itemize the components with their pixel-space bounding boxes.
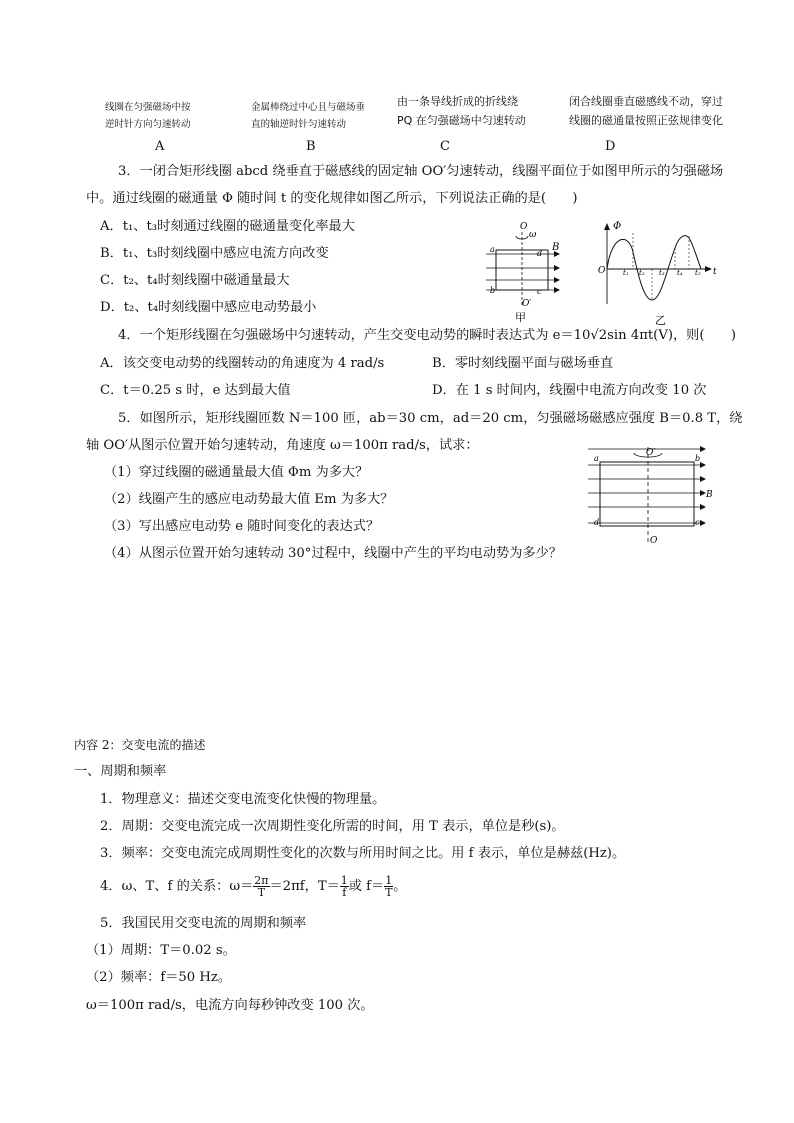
arrow-icon	[554, 287, 560, 293]
q3-option-d: D．t₂、t₄时刻线圈中感应电动势最小	[100, 300, 317, 315]
q3-stem-line1: 3．一闭合矩形线圈 abcd 绕垂直于磁感线的固定轴 OO′匀速转动，线圈平面位于如图甲所示的匀强磁场	[118, 164, 724, 179]
frac-num: 1	[385, 874, 393, 887]
arrow-icon	[554, 277, 560, 283]
section-title: 内容 2：交变电流的描述	[74, 738, 206, 752]
fig-yi-caption: 乙	[655, 314, 666, 326]
figure-yi	[597, 218, 722, 326]
coil-rect	[600, 462, 694, 526]
q4-option-a: A．该交变电动势的线圈转动的角速度为 4 rad/s	[100, 356, 385, 371]
option-c-caption: 由一条导线折成的折线绕 PQ 在匀强磁场中匀速转动	[397, 95, 526, 127]
q5-sub-4: （4）从图示位置开始匀速转动 30°过程中，线圈中产生的平均电动势为多少？	[104, 546, 562, 561]
arrow-icon	[700, 520, 706, 526]
fraction-2pi-over-t	[253, 875, 269, 898]
fig-yi-label-t: t	[713, 267, 717, 277]
q5-sub-3: （3）写出感应电动势 e 随时间变化的表达式？	[104, 519, 380, 534]
formula-mid: ＝2πf，T＝	[269, 879, 340, 894]
fraction-1-over-f	[340, 875, 349, 898]
fig-jia-label-c: c	[537, 287, 542, 296]
fig-yi-label-phi: Φ	[613, 221, 622, 232]
fig-jia-label-o: O	[520, 222, 528, 232]
sine-curve	[607, 236, 701, 300]
formula-prefix: 4．ω、T、f 的关系：ω＝	[100, 879, 254, 894]
arrow-icon	[554, 265, 560, 271]
frac-den: f	[342, 886, 347, 899]
tick-t1: t₁	[623, 269, 629, 277]
fig-jia-label-b: b	[490, 286, 496, 295]
figure-jia	[482, 218, 582, 326]
q3-stem-line2: 中。通过线圈的磁通量 Φ 随时间 t 的变化规律如图乙所示，下列说法正确的是( )	[86, 191, 578, 206]
tick-t2: t₂	[639, 269, 645, 277]
fig-q5-label-a: a	[594, 454, 599, 463]
q3-option-a: A．t₁、t₃时刻通过线圈的磁通量变化率最大	[100, 219, 355, 234]
fig-q5-label-b-field: B	[706, 490, 713, 500]
option-a-letter: A	[155, 139, 165, 154]
fig-q5-label-o-prime: O′	[646, 448, 656, 458]
fig-jia-label-o-prime: O′	[522, 299, 532, 309]
fig-yi-label-o: O	[598, 266, 606, 276]
formula-end: 。	[393, 879, 407, 894]
tick-t5: t₅	[695, 269, 701, 277]
para-6: ω＝100π rad/s，电流方向每秒钟改变 100 次。	[86, 998, 374, 1013]
fig-q5-label-o: O	[650, 536, 658, 546]
para-1: 1．物理意义：描述交变电流变化快慢的物理量。	[100, 792, 386, 807]
q5-stem-line2: 轴 OO′从图示位置开始匀速转动，角速度 ω＝100π rad/s，试求：	[86, 438, 479, 453]
fig-q5-label-d: d	[594, 518, 600, 527]
tick-t3: t₃	[659, 269, 665, 277]
frac-den: T	[257, 886, 266, 899]
fig-jia-label-omega: ω	[529, 230, 537, 240]
q3-option-b: B．t₁、t₃时刻线圈中感应电流方向改变	[100, 246, 329, 261]
arrow-icon	[700, 504, 706, 510]
tick-t4: t₄	[677, 269, 683, 277]
para-4-formula	[100, 873, 406, 901]
figure-q5	[582, 445, 722, 550]
option-c-letter: C	[440, 139, 450, 154]
option-b-caption: 金属棒绕过中心且与磁场垂 直的轴逆时针匀速转动	[251, 102, 366, 130]
q5-sub-2: （2）线圈产生的感应电动势最大值 Em 为多大？	[104, 492, 394, 507]
q4-option-d: D．在 1 s 时间内，线圈中电流方向改变 10 次	[432, 383, 707, 398]
para-3: 3．频率：交变电流完成周期性变化的次数与所用时间之比。用 f 表示，单位是赫兹(Hz)。	[100, 846, 626, 861]
arrow-icon	[700, 462, 706, 468]
option-b-letter: B	[306, 139, 316, 154]
arrow-icon	[700, 446, 706, 452]
fraction-1-over-t	[384, 875, 393, 898]
option-a-caption: 线圈在匀强磁场中按 逆时针方向匀速转动	[105, 102, 191, 130]
frac-den: T	[385, 886, 393, 899]
q4-option-c: C．t＝0.25 s 时，e 达到最大值	[100, 383, 291, 398]
para-5-2: （2）频率：f＝50 Hz。	[86, 970, 232, 985]
fig-q5-label-c: c	[695, 518, 700, 527]
fig-jia-label-a: a	[490, 245, 495, 254]
formula-or: 或 f＝	[348, 879, 385, 894]
q4-option-b: B．零时刻线圈平面与磁场垂直	[432, 356, 614, 371]
section-heading: 一、周期和频率	[74, 764, 167, 779]
q5-sub-1: （1）穿过线圈的磁通量最大值 Φm 为多大？	[104, 465, 369, 480]
fig-jia-label-b-field: B	[552, 242, 560, 253]
frac-num: 1	[340, 874, 348, 887]
q5-stem-line1: 5．如图所示，矩形线圈匝数 N＝100 匝，ab＝30 cm，ad＝20 cm，匀强磁场磁感应强度 B＝0.8 T，绕	[118, 411, 743, 426]
q4-stem: 4．一个矩形线圈在匀强磁场中匀速转动，产生交变电动势的瞬时表达式为 e＝10√2sin 4πt(V)，则( )	[118, 328, 737, 343]
option-d-caption: 闭合线圈垂直磁感线不动，穿过 线圈的磁通量按照正弦规律变化	[569, 95, 723, 127]
para-2: 2．周期：交变电流完成一次周期性变化所需的时间，用 T 表示，单位是秒(s)。	[100, 819, 565, 834]
arrow-icon	[700, 476, 706, 482]
fig-q5-label-b: b	[695, 454, 701, 463]
para-5: 5．我国民用交变电流的周期和频率	[100, 916, 307, 931]
option-d-letter: D	[605, 139, 616, 154]
q3-option-c: C．t₂、t₄时刻线圈中磁通量最大	[100, 273, 290, 288]
fig-jia-caption: 甲	[515, 311, 526, 324]
fig-jia-label-d: d	[537, 249, 543, 258]
arrow-icon	[604, 223, 610, 230]
frac-num: 2π	[254, 874, 269, 887]
arrow-icon	[705, 266, 712, 272]
para-5-1: （1）周期：T＝0.02 s。	[86, 943, 236, 958]
